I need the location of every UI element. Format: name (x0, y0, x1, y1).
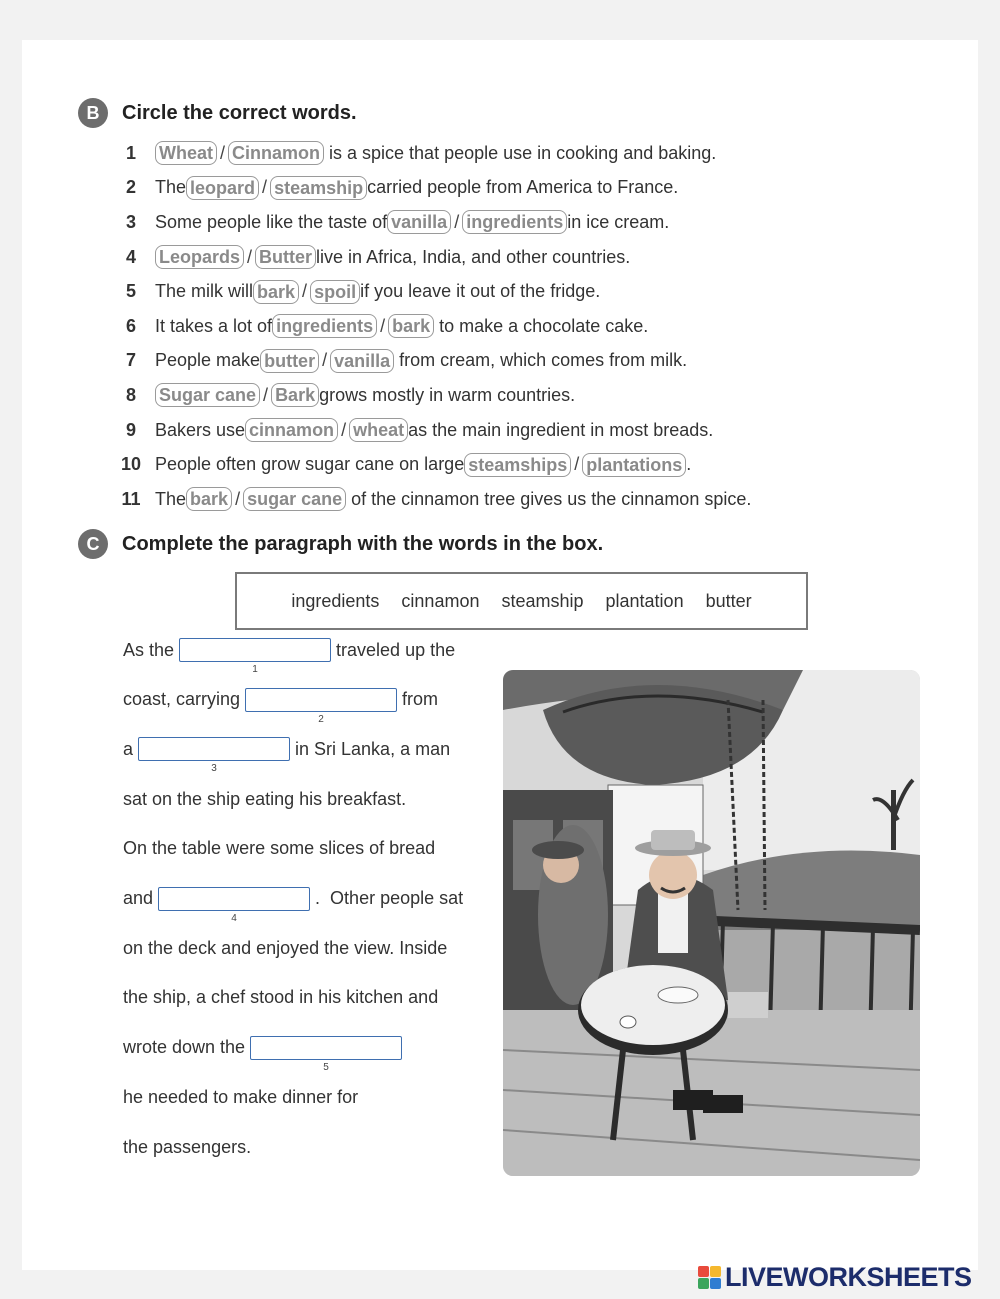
paragraph-line (123, 933, 447, 963)
word-box-word: plantation (605, 590, 684, 611)
option-separator: / (341, 419, 347, 440)
word-option[interactable]: Butter (255, 245, 316, 269)
sentence-text: The milk will (155, 281, 254, 302)
paragraph-text: on the deck and enjoyed the view. Inside (123, 937, 448, 958)
item-number: 8 (125, 384, 136, 405)
word-box (235, 572, 808, 630)
circle-item (112, 344, 892, 379)
circle-item (112, 205, 892, 240)
sentence-text: It takes a lot of (155, 315, 273, 336)
answer-blank (138, 737, 290, 775)
sentence-text: People often grow sugar cane on large (155, 454, 465, 475)
answer-blank (179, 638, 331, 675)
sentence-text: Bakers use (155, 419, 246, 440)
option-separator: / (302, 281, 308, 302)
item-number: 11 (121, 488, 141, 509)
paragraph-text: . Other people sat (315, 888, 464, 908)
paragraph-text: and (123, 888, 154, 908)
word-option[interactable]: Cinnamon (228, 141, 324, 165)
word-option[interactable]: Leopards (155, 245, 244, 269)
word-option[interactable]: steamship (270, 176, 367, 200)
circle-item (112, 171, 892, 206)
word-option[interactable]: Sugar cane (155, 383, 260, 407)
word-option[interactable]: sugar cane (243, 487, 346, 511)
section-c-header (78, 529, 603, 559)
sentence-text: The (155, 488, 187, 509)
paragraph-line (123, 983, 438, 1013)
item-number: 5 (125, 281, 136, 302)
sentence-text: The (155, 177, 187, 198)
answer-input-4[interactable] (158, 887, 310, 911)
word-option[interactable]: bark (388, 314, 434, 338)
sentence-text: of the cinnamon tree gives us the cinnamon spice. (346, 488, 752, 509)
answer-input-2[interactable] (245, 688, 397, 712)
option-separator: / (574, 454, 580, 475)
section-c-badge: C (78, 529, 108, 559)
paragraph-text: As the (123, 639, 175, 660)
sentence-text: as the main ingredient in most breads. (408, 419, 714, 440)
blank-number: 5 (323, 1061, 329, 1073)
paragraph-text: a (123, 738, 134, 759)
paragraph-text: from (402, 689, 439, 710)
word-option[interactable]: bark (253, 280, 299, 304)
word-box-word: cinnamon (401, 590, 480, 611)
option-separator: / (322, 350, 328, 371)
sentence-text: grows mostly in warm countries. (319, 384, 576, 405)
word-option[interactable]: Bark (271, 383, 319, 407)
answer-blank (250, 1036, 402, 1073)
item-number: 7 (125, 350, 136, 371)
blank-number: 3 (211, 763, 217, 775)
paragraph-text: On the table were some slices of bread (123, 838, 436, 859)
paragraph-line (123, 784, 406, 814)
sentence-text: Some people like the taste of (155, 211, 388, 232)
word-option[interactable]: butter (260, 349, 319, 373)
sentence-text: is a spice that people use in cooking and baking. (324, 142, 717, 163)
answer-blank (245, 688, 397, 725)
word-box-word: steamship (501, 590, 584, 611)
word-option[interactable]: ingredients (462, 210, 567, 234)
circle-item (112, 413, 892, 448)
circle-item (112, 274, 892, 309)
paragraph-text: sat on the ship eating his breakfast. (123, 788, 407, 809)
steamship-breakfast-illustration (503, 670, 920, 1176)
blank-number: 2 (318, 713, 324, 725)
sentence-text: to make a chocolate cake. (434, 315, 649, 336)
paragraph-text: in Sri Lanka, a man (295, 738, 451, 759)
word-option[interactable]: cinnamon (245, 418, 338, 442)
sentence-text: People make (155, 350, 261, 371)
word-option[interactable]: plantations (582, 453, 686, 477)
word-option[interactable]: steamships (464, 453, 571, 477)
word-option[interactable]: bark (186, 487, 232, 511)
paragraph-line (123, 685, 439, 725)
option-separator: / (263, 384, 269, 405)
section-b-title: Circle the correct words. (122, 101, 357, 124)
paragraph-text: he needed to make dinner for (123, 1086, 359, 1107)
logo-text: LIVEWORKSHEETS (725, 1262, 972, 1292)
answer-input-5[interactable] (250, 1036, 402, 1060)
item-number: 2 (125, 177, 136, 198)
item-number: 10 (120, 454, 142, 475)
item-number: 3 (125, 211, 136, 232)
sentence-text: in ice cream. (567, 211, 670, 232)
circle-item (112, 378, 892, 413)
paragraph-line (123, 1082, 358, 1112)
sentence-text: . (686, 454, 692, 475)
answer-input-1[interactable] (179, 638, 331, 662)
word-box-word: butter (705, 590, 752, 611)
item-number: 9 (125, 419, 136, 440)
paragraph-line (123, 884, 464, 924)
blank-number: 4 (231, 912, 237, 924)
paragraph-text: the passengers. (123, 1136, 252, 1157)
paragraph-line (123, 734, 451, 775)
circle-item (112, 240, 892, 275)
circle-item (112, 447, 892, 482)
item-number: 1 (125, 142, 136, 163)
sentence-text: live in Africa, India, and other countries. (316, 246, 631, 267)
circle-item (112, 482, 892, 517)
word-option[interactable]: wheat (349, 418, 408, 442)
paragraph-line (123, 1132, 251, 1162)
section-b-badge: B (78, 98, 108, 128)
section-b-header (78, 98, 357, 128)
paragraph-text: traveled up the (336, 639, 456, 660)
paragraph-text: the ship, a chef stood in his kitchen and (123, 987, 439, 1008)
paragraph-text: coast, carrying (123, 689, 241, 710)
sentence-text: from cream, which comes from milk. (394, 350, 688, 371)
paragraph-line (123, 1033, 407, 1073)
circle-item (112, 136, 892, 171)
option-separator: / (235, 488, 241, 509)
sentence-text: if you leave it out of the fridge. (360, 281, 601, 302)
sentence-text: carried people from America to France. (367, 177, 679, 198)
blank-number: 1 (252, 664, 258, 675)
logo-grid-icon (698, 1266, 721, 1289)
liveworksheets-logo (698, 1262, 972, 1293)
item-number: 6 (125, 315, 136, 336)
option-separator: / (262, 177, 268, 198)
word-option[interactable]: ingredients (272, 314, 377, 338)
answer-input-3[interactable] (138, 737, 290, 761)
word-option[interactable]: vanilla (330, 349, 394, 373)
paragraph-text: wrote down the (123, 1037, 246, 1058)
word-option[interactable]: leopard (186, 176, 259, 200)
paragraph-line (123, 635, 456, 675)
word-option[interactable]: spoil (310, 280, 360, 304)
section-c-title: Complete the paragraph with the words in the box. (122, 532, 604, 555)
circle-words-list (112, 136, 892, 517)
option-separator: / (380, 315, 386, 336)
word-box-word: ingredients (291, 590, 380, 611)
word-option[interactable]: vanilla (387, 210, 451, 234)
option-separator: / (247, 246, 253, 267)
answer-blank (158, 887, 310, 924)
word-option[interactable]: Wheat (155, 141, 217, 165)
option-separator: / (220, 142, 226, 163)
paragraph-line (123, 834, 435, 864)
option-separator: / (454, 211, 460, 232)
circle-item (112, 309, 892, 344)
item-number: 4 (125, 246, 136, 267)
